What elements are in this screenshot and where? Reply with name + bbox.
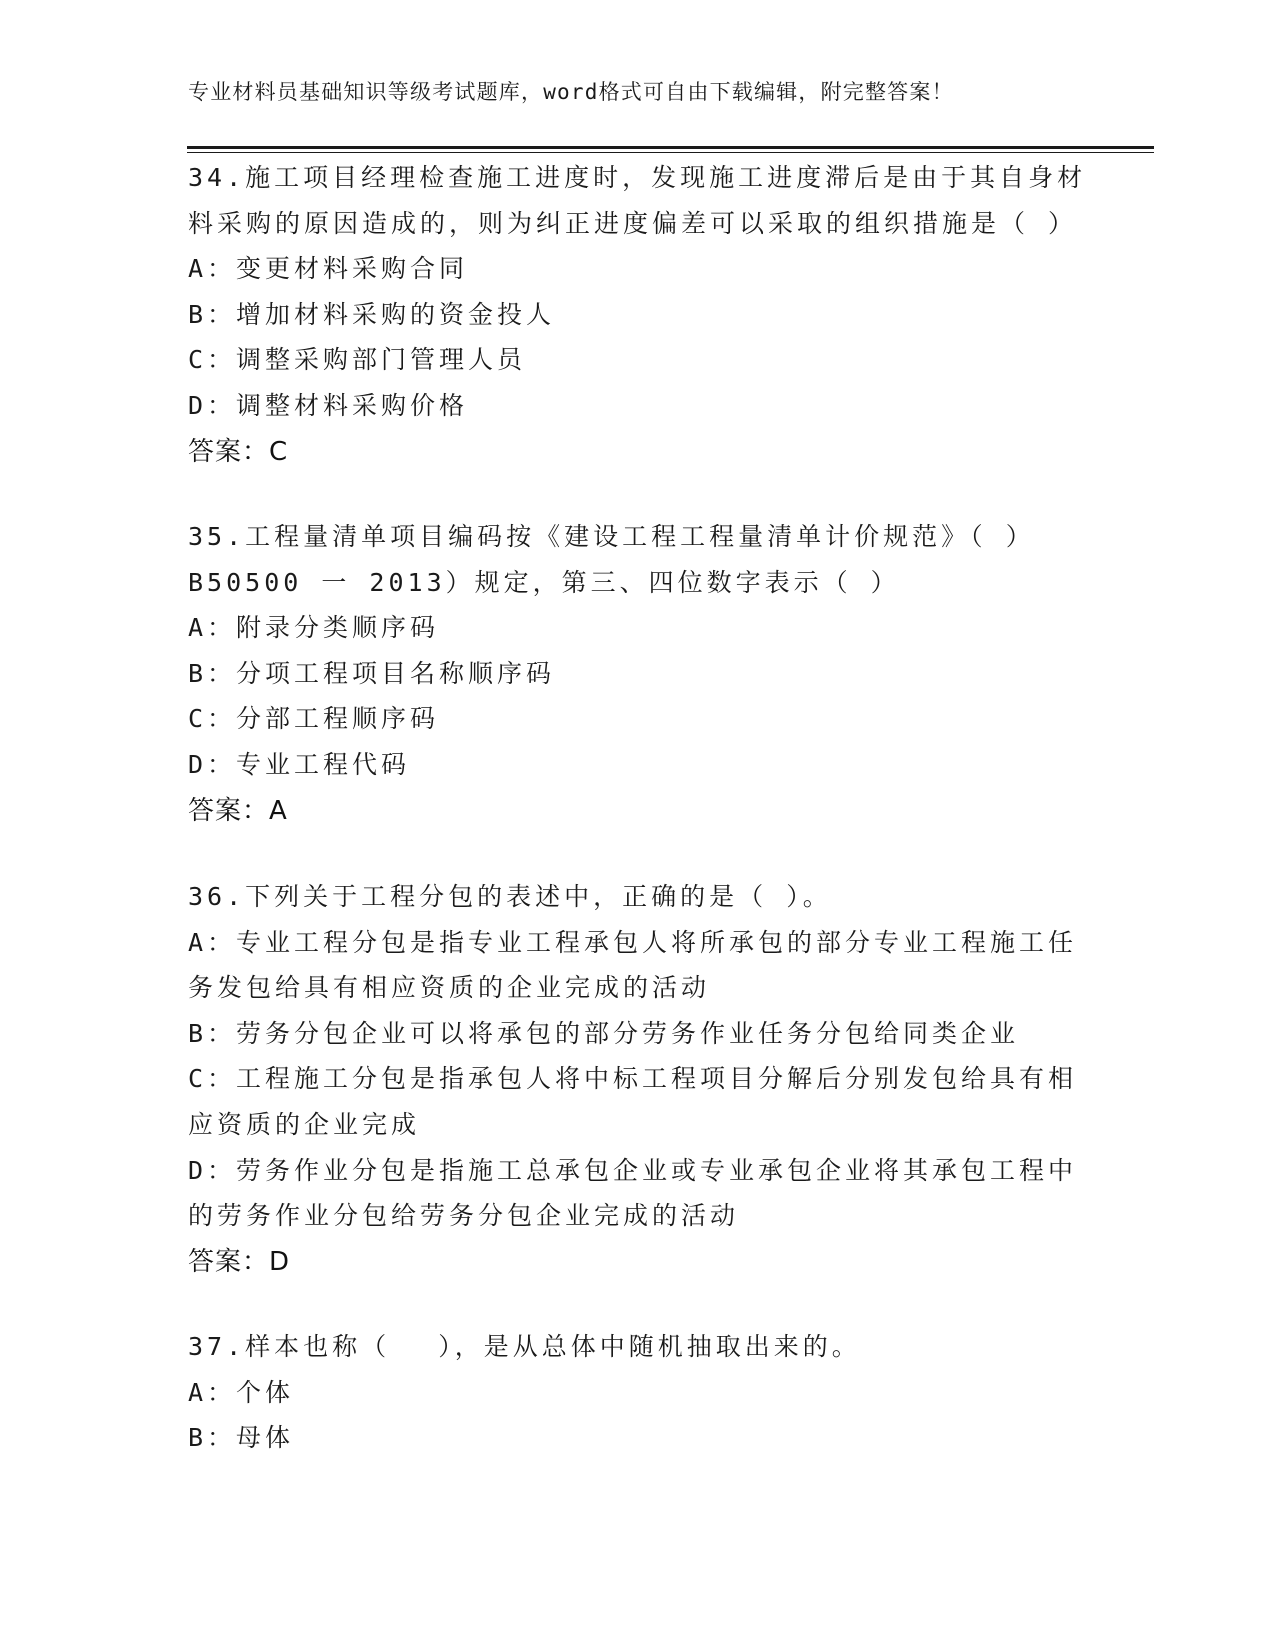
option-b: B：分项工程项目名称顺序码 (188, 658, 556, 688)
option-d: D：调整材料采购价格 (188, 390, 469, 420)
question-stem-line: 料采购的原因造成的，则为纠正进度偏差可以采取的组织措施是（ ） (188, 208, 1078, 238)
question-stem-line: 34.施工项目经理检查施工进度时，发现施工进度滞后是由于其自身材 (188, 163, 1087, 192)
option-a-continued: 务发包给具有相应资质的企业完成的活动 (188, 973, 711, 1003)
question-stem-line: B50500 一 2013）规定，第三、四位数字表示（ ） (188, 567, 900, 597)
header-divider-thin (187, 152, 1154, 153)
option-d: D：劳务作业分包是指施工总承包企业或专业承包企业将其承包工程中 (188, 1155, 1078, 1185)
option-c-continued: 应资质的企业完成 (188, 1109, 421, 1139)
option-c: C：分部工程顺序码 (188, 704, 440, 734)
option-a: A：个体 (188, 1377, 295, 1407)
question-stem-line: 36.下列关于工程分包的表述中，正确的是（ ）。 (188, 882, 832, 911)
question-37 (188, 1324, 1088, 1461)
question-35 (188, 514, 1088, 834)
answer-label: 答案：A (188, 795, 288, 826)
option-b: B：母体 (188, 1423, 295, 1453)
option-a: A：专业工程分包是指专业工程承包人将所承包的部分专业工程施工任 (188, 927, 1078, 957)
option-c: C：工程施工分包是指承包人将中标工程项目分解后分别发包给具有相 (188, 1064, 1078, 1094)
question-stem-line: 37.样本也称（ ），是从总体中随机抽取出来的。 (188, 1332, 861, 1361)
answer-label: 答案：C (188, 436, 289, 467)
option-d: D：专业工程代码 (188, 749, 411, 779)
option-b: B：劳务分包企业可以将承包的部分劳务作业任务分包给同类企业 (188, 1018, 1020, 1048)
question-36 (188, 874, 1088, 1285)
option-a: A：附录分类顺序码 (188, 613, 440, 643)
header-divider-thick (187, 146, 1154, 149)
option-a: A：变更材料采购合同 (188, 254, 469, 284)
answer-label: 答案：D (188, 1246, 291, 1277)
question-stem-line: 35.工程量清单项目编码按《建设工程工程量清单计价规范》（ ） (188, 522, 1035, 551)
option-c: C：调整采购部门管理人员 (188, 345, 527, 375)
page-header: 专业材料员基础知识等级考试题库，word格式可自由下载编辑，附完整答案！ (188, 80, 954, 104)
option-b: B：增加材料采购的资金投人 (188, 299, 556, 329)
option-d-continued: 的劳务作业分包给劳务分包企业完成的活动 (188, 1201, 740, 1231)
question-34 (188, 155, 1088, 475)
